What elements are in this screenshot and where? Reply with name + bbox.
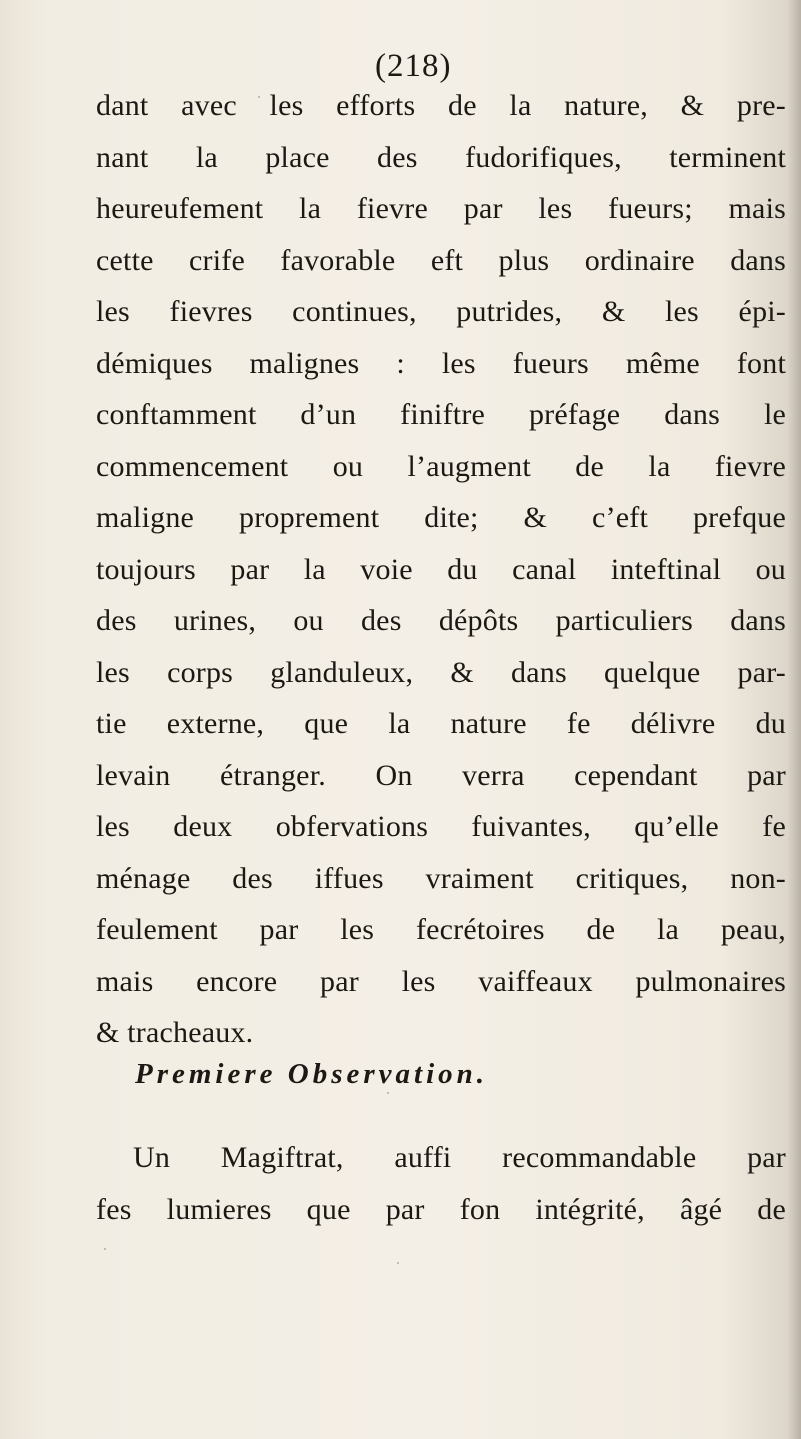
paper-speck (104, 1248, 106, 1250)
text-line: cette crife favorable eft plus ordinaire dans (96, 243, 786, 277)
text-line: levain étranger. On verra cependant par (96, 758, 786, 792)
main-paragraph (96, 80, 786, 1059)
text-line: Un Magiftrat, auffi recommandable par (133, 1141, 786, 1174)
text-line: dant avec les efforts de la nature, & pre- (96, 89, 786, 122)
text-line: tie externe, que la nature fe délivre du (96, 707, 786, 740)
observation-paragraph (96, 1132, 786, 1235)
text-line: nant la place des fudorifiques, terminent (96, 140, 786, 174)
text-line: les corps glanduleux, & dans quelque par- (96, 655, 786, 689)
text-line: fes lumieres que par fon intégrité, âgé de (96, 1192, 786, 1226)
page-number: (218) (375, 48, 452, 84)
text-line: & tracheaux. (96, 1016, 254, 1049)
paper-speck (397, 1262, 399, 1264)
text-line: maligne proprement dite; & c’eft prefque (96, 501, 786, 534)
section-heading: Premiere Observation. (135, 1058, 489, 1090)
text-line: démiques malignes : les fueurs même font (96, 346, 786, 380)
text-line: les deux obfervations fuivantes, qu’elle fe (96, 810, 786, 843)
text-line: toujours par la voie du canal inteftinal ou (96, 552, 786, 586)
paper-speck (387, 1092, 389, 1094)
text-line: mais encore par les vaiffeaux pulmonaires (96, 964, 786, 998)
text-line: ménage des iffues vraiment critiques, non- (96, 861, 786, 895)
text-line: les fievres continues, putrides, & les épi- (96, 295, 786, 328)
text-line: feulement par les fecrétoires de la peau, (96, 913, 786, 946)
text-line: commencement ou l’augment de la fievre (96, 449, 786, 483)
text-line: conftamment d’un finiftre préfage dans le (96, 398, 786, 431)
paper-speck (258, 96, 260, 98)
text-line: des urines, ou des dépôts particuliers dans (96, 604, 786, 637)
page-edge-shadow (787, 0, 801, 1439)
text-line: heureufement la fievre par les fueurs; mais (96, 192, 786, 225)
